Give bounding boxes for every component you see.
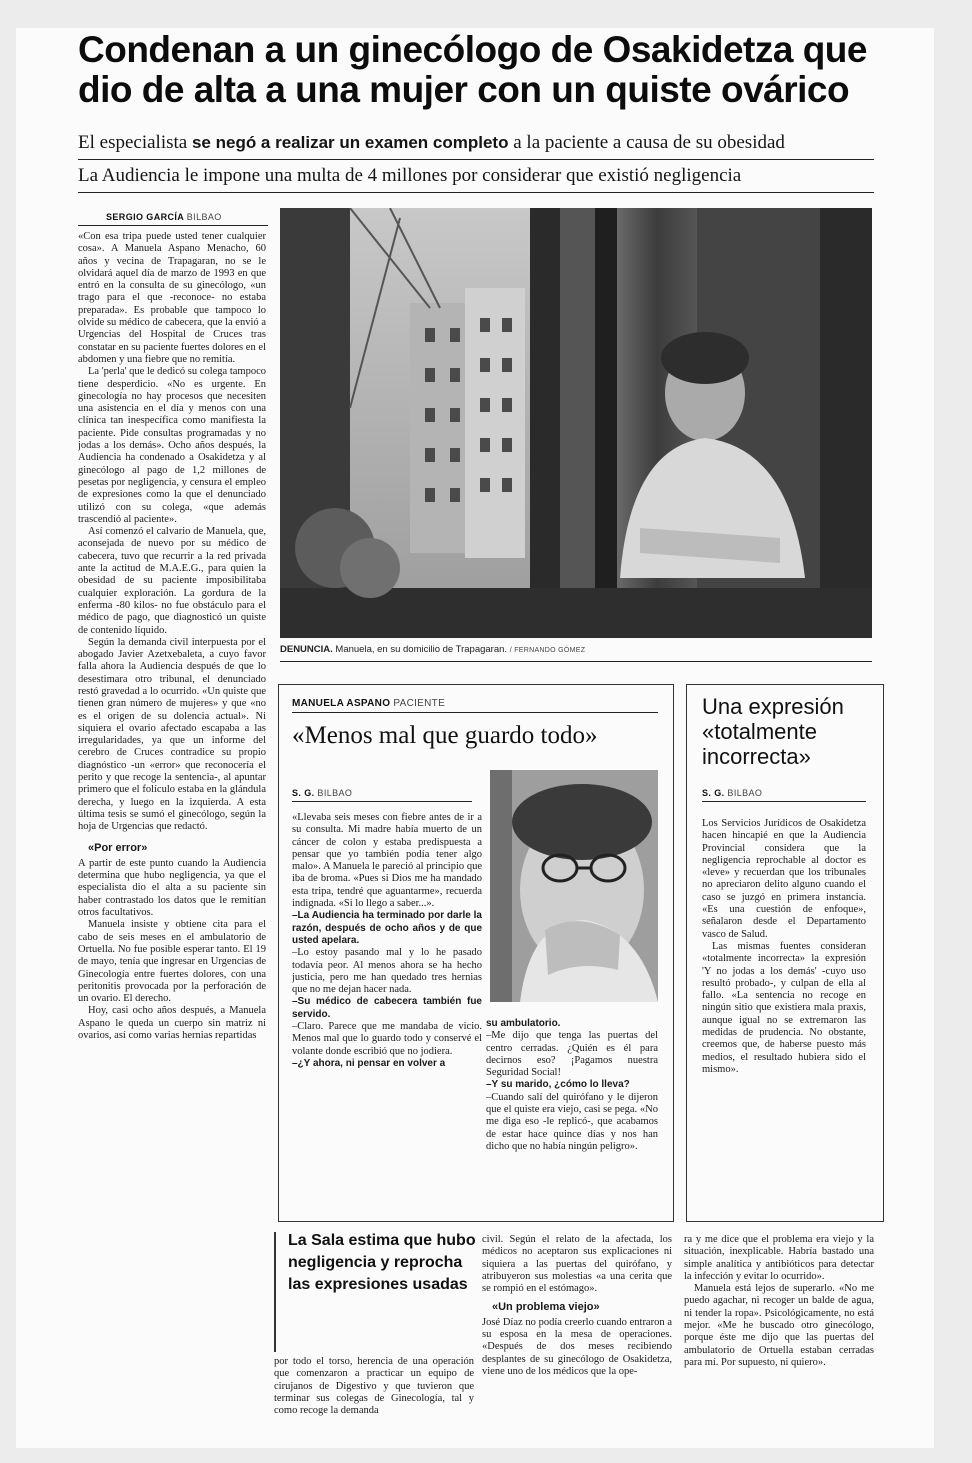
- caption-label: DENUNCIA.: [280, 644, 333, 655]
- caption-text: Manuela, en su domicilio de Trapagaran.: [335, 644, 508, 655]
- paragraph: A partir de este punto cuando la Audiencia determina que hubo negligencia, ya que el especialista dio el alta a su paciente sin haber contrastado los datos que le remitían otros facultativos.: [78, 857, 266, 919]
- lower-headline: La Sala estima que hubo negligencia y reprocha las expresiones usadas: [288, 1232, 476, 1293]
- subhead-problema-viejo: «Un problema viejo»: [492, 1301, 600, 1314]
- paragraph: José Díaz no podía creerlo cuando entraron a su esposa en la mesa de operaciones. «Después de dos meses recibiendo desplantes de su ginecólogo de Osakidetza, viene uno de los médicos que la ope-: [482, 1316, 672, 1377]
- deck-line-1-end: a la paciente a causa de su obesidad: [508, 132, 785, 153]
- interview-name: MANUELA ASPANO: [292, 698, 391, 709]
- photo-caption: [280, 644, 872, 655]
- headline: Condenan a un ginecólogo de Osakidetza que dio de alta a una mujer con un quiste ovárico: [78, 29, 867, 110]
- main-photo: [280, 208, 872, 638]
- interview-question: –La Audiencia ha terminado por darle la razón, después de ocho años y de que usted apelara.: [292, 910, 482, 946]
- caption-rule: [280, 661, 872, 662]
- byline-rule: [78, 225, 268, 226]
- paragraph: Hoy, casi ocho años después, a Manuela Aspano le queda un cuerpo sin matriz ni ovarios, así como varias hernias repartidas: [78, 1005, 266, 1041]
- newspaper-page: [16, 28, 934, 1448]
- paragraph: Así comenzó el calvario de Manuela, que, aconsejada de nuevo por su médico de cabecera, tuvo que recurrir a la red privada ante la actitud de M.A.E.G., para quien la obesidad de su paciente imposibilitaba cualquier exploración. La gordura de la enferma -80 kilos- no fue obstáculo para el médico de pago, que diagnosticó un quiste de contenido líquido.: [78, 526, 266, 636]
- photo-woman-at-window: [280, 208, 872, 638]
- interview-byline: [292, 788, 352, 798]
- sidebar-title: Una expresión «totalmente incorrecta»: [702, 694, 844, 769]
- portrait-photo: [490, 770, 658, 1002]
- paragraph: Manuela insiste y obtiene cita para el cabo de seis meses en el ambulatorio de Ortuella. No fue posible esperar tanto. El 19 de mayo, tenía que ingresar en Urgencias de Ginecología entre fuertes dolores, con una peritonitis provocada por la perforación de un ovario. El derecho.: [78, 919, 266, 1005]
- byline-author: SERGIO GARCÍA: [106, 212, 184, 222]
- interview-column-2: [486, 1018, 658, 1204]
- interview-column-1: [292, 812, 482, 1192]
- deck-divider: [78, 159, 874, 160]
- interview-answer: –Lo estoy pasando mal y lo he pasado todavía peor. Al menos ahora se ha hecho justicia, pero me han quedado tres hernias que no me dejan hacer nada.: [292, 947, 482, 996]
- interview-byline-author: S. G.: [292, 788, 315, 798]
- interview-question: –Y su marido, ¿cómo lo lleva?: [486, 1079, 630, 1091]
- paragraph: civil. Según el relato de la afectada, los médicos no aceptaron sus explicaciones ni siquiera a las puertas del quirófano, y atribuyeron sus molestias «a una cerita que se rompió en el estómago».: [482, 1234, 672, 1295]
- deck-line-2: La Audiencia le impone una multa de 4 millones por considerar que existió negligencia: [78, 165, 742, 186]
- caption-credit: / FERNANDO GÓMEZ: [509, 647, 586, 654]
- sidebar-byline-author: S. G.: [702, 788, 725, 798]
- interview-question: su ambulatorio.: [486, 1018, 561, 1029]
- paragraph: Según la demanda civil interpuesta por el abogado Javier Azetxebaleta, a cuyo favor falla ahora la Audiencia después de que lo desestimara otro tribunal, el denunciado restó gravedad a lo ocurrido. «Un quiste que tienen gran número de mujeres» y que «no es el origen de su dolencia actual». Ni siquiera el ovario afectado escapaba a las irregularidades, ya que un informe del cerebro de Cruces contradice su propio diagnóstico -un «error» que reconocería el perito y que recoge la sentencia-, al apuntar primero que el folículo estaba en la glándula derecha, y luego en la izquierda. A esta última tesis se sumó el ginecólogo, según la hoja de Urgencias que redactó.: [78, 636, 266, 833]
- paragraph: «Con esa tripa puede usted tener cualquier cosa». A Manuela Aspano Menacho, 60 años y vecina de Trapagaran, no se le olvidará aquel día de marzo de 1993 en que entró en la consulta de su ginecólogo, «un trago para el que -reconoce- no estaba preparada». Es probable que tampoco lo olvide su médico de cabecera, que la envió a Urgencias del Hospital de Cruces tras constatar en su paciente fuertes dolores en el abdomen y una fiebre que no remitía.: [78, 231, 266, 365]
- interview-label: [292, 698, 445, 709]
- paragraph: Manuela está lejos de superarlo. «No me puedo agachar, ni recoger un balde de agua, ni tender la ropa». Psicológicamente, no está mejor. «Me he buscado otro ginecólogo, porque éste me dijo que las puertas del ambulatorio de Ortuella estaban cerradas para mí. Por supuesto, ni quiero».: [684, 1283, 874, 1368]
- paragraph: «Llevaba seis meses con fiebre antes de ir a su consulta. Mi madre había muerto de un cáncer de colon y estaba predispuesta a pensar que yo también podía tener algo malo». A Manuela le pareció al principio que iba de broma. «Pues si Dios me ha mandado esta tripa, tendré que aguantarme», recuerda indignada. «Si lo llego a saber...».: [292, 812, 482, 910]
- deck-line-1: [78, 132, 898, 154]
- left-article-column: [78, 231, 266, 1283]
- interview-byline-place: BILBAO: [317, 788, 353, 798]
- lower-column-2: [482, 1234, 672, 1448]
- paragraph: La 'perla' que le dedicó su colega tampoco tiene desperdicio. «No es urgente. En ginecología no hay procesos que necesiten una asistencia en el día y menos con una clínica tan inespecífica como manifiesta la paciente. Pide consultas programadas y no jodas a los demás». Ocho años después, la Audiencia ha condenado a Osakidetza y al ginecólogo al pago de 1,2 millones de pesetas por negligencia, y censura el empleo de expresiones como la que el denunciado utilizó con su colega, «que además trascendió al paciente».: [78, 366, 266, 525]
- deck-divider-bottom: [78, 192, 874, 193]
- interview-byline-rule: [292, 801, 472, 802]
- sidebar-byline: [702, 788, 762, 798]
- sidebar-byline-place: BILBAO: [727, 788, 763, 798]
- sidebar-column: [702, 818, 866, 1212]
- interview-question: –¿Y ahora, ni pensar en volver a: [292, 1057, 446, 1069]
- sidebar-byline-rule: [702, 801, 866, 802]
- deck-line-1-bold: se negó a realizar un examen completo: [191, 133, 509, 152]
- interview-label-rule: [292, 712, 658, 713]
- photo-manuela-portrait: [490, 770, 658, 1002]
- paragraph: Los Servicios Jurídicos de Osakidetza hacen hincapié en que la Audiencia Provincial considera que la negligencia reprochable al doctor es «leve» y recuerdan que los tribunales no apreciaron delito alguno cuando el caso se juzgó en primera instancia. «Es una cuestión de enfoque», señalaron desde el Departamento vasco de Salud.: [702, 818, 866, 940]
- interview-answer: –Claro. Parece que me mandaba de vicio. Menos mal que lo guardo todo y conservé el volante donde escribió que no jodiera.: [292, 1021, 482, 1057]
- paragraph: Las mismas fuentes consideran «totalmente incorrecta» la expresión 'Y no jodas a los demás' -cuyo uso resultó probado-, y culpan de ella al fallo. «La sentencia no recoge en ningún sitio que existiera mala praxis, aunque igual no se extremaron las medidas de prudencia. No obstante, creemos que, de haberse puesto más medios, el resultado hubiera sido el mismo».: [702, 940, 866, 1075]
- lower-column-1: [274, 1356, 474, 1448]
- deck-line-1-start: El especialista: [78, 132, 192, 153]
- interview-role: PACIENTE: [393, 698, 446, 709]
- interview-answer: –Me dijo que tenga las puertas del centro cerradas. ¿Quién es él para decirnos eso? ¡Pagamos nuestra Seguridad Social!: [486, 1030, 658, 1079]
- byline: [106, 212, 222, 222]
- interview-answer: –Cuando salí del quirófano y le dijeron que el quiste era viejo, casi se pega. «No me diga eso -le replicó-, que acabamos de estar hace quince días y nos han dicho que no había ningún peligro».: [486, 1091, 658, 1152]
- lower-column-3: [684, 1234, 874, 1448]
- paragraph: ra y me dice que el problema era viejo y la situación, inexplicable. Habría bastado una simple analítica y antibióticos para detectar la infección y evitar lo ocurrido».: [684, 1234, 874, 1282]
- paragraph: por todo el torso, herencia de una operación que comenzaron a practicar un equipo de cirujanos de Digestivo y que tuvieron que terminar sus colegas de Ginecología, tal y como recoge la demanda: [274, 1356, 474, 1417]
- byline-place: BILBAO: [186, 212, 222, 222]
- subhead-por-error: «Por error»: [88, 841, 148, 854]
- interview-quote: «Menos mal que guardo todo»: [292, 722, 598, 749]
- lower-headline-bar: [274, 1232, 276, 1352]
- interview-question: –Su médico de cabecera también fue servido.: [292, 996, 482, 1020]
